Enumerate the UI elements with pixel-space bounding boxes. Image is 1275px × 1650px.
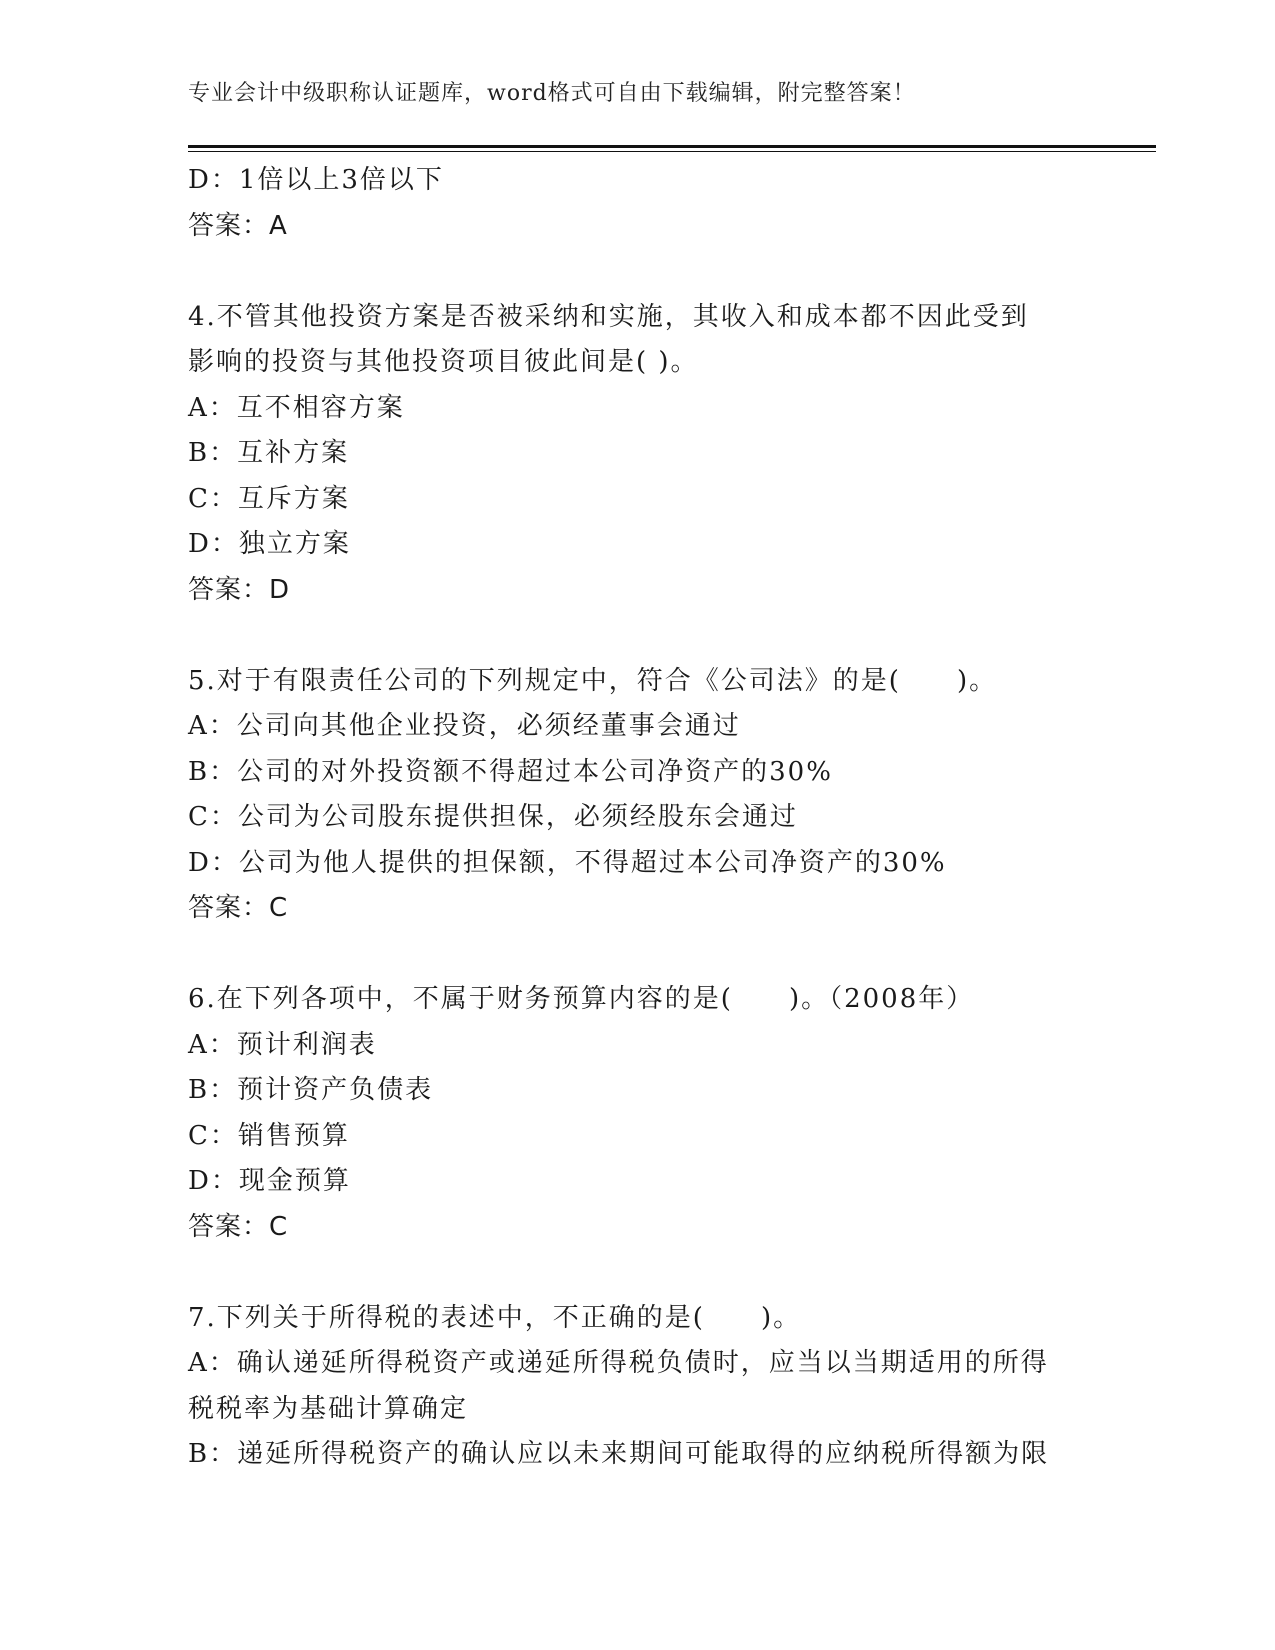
option-b: B：公司的对外投资额不得超过本公司净资产的30%: [188, 756, 833, 787]
question-text: 6.在下列各项中，不属于财务预算内容的是( )。（2008年）: [188, 984, 975, 1014]
answer: 答案：D: [188, 574, 291, 605]
option-a: A：互不相容方案: [188, 392, 405, 423]
page-header: 专业会计中级职称认证题库，word格式可自由下载编辑，附完整答案！: [188, 81, 916, 106]
option-c: C：销售预算: [188, 1120, 350, 1151]
header-rule-thin: [188, 151, 1156, 152]
header-rule-thick: [188, 145, 1156, 148]
question-text: 影响的投资与其他投资项目彼此间是( )。: [188, 347, 699, 377]
option-c: C：互斥方案: [188, 483, 350, 514]
answer: 答案：C: [188, 1211, 289, 1242]
question-block-4: [188, 295, 1088, 614]
option-b: B：递延所得税资产的确认应以未来期间可能取得的应纳税所得额为限: [188, 1439, 1050, 1469]
answer: 答案：A: [188, 210, 288, 241]
option-d: D：现金预算: [188, 1166, 351, 1196]
question-list: [188, 158, 1088, 1478]
question-text: 5.对于有限责任公司的下列规定中，符合《公司法》的是( )。: [188, 665, 998, 696]
option-b: B：互补方案: [188, 438, 350, 468]
option-d: D：公司为他人提供的担保额，不得超过本公司净资产的30%: [188, 847, 947, 878]
question-block-5: [188, 659, 1088, 932]
spacer: [188, 1250, 1088, 1296]
option-d: D：1倍以上3倍以下: [188, 165, 444, 195]
question-block-6: [188, 977, 1088, 1250]
option-a: A：公司向其他企业投资，必须经董事会通过: [188, 711, 741, 741]
spacer: [188, 249, 1088, 295]
spacer: [188, 613, 1088, 659]
option-b: B：预计资产负债表: [188, 1075, 434, 1105]
question-block-3: [188, 158, 1088, 249]
question-text: 4.不管其他投资方案是否被采纳和实施，其收入和成本都不因此受到: [188, 301, 1029, 332]
option-a: A：确认递延所得税资产或递延所得税负债时，应当以当期适用的所得: [188, 1348, 1049, 1378]
spacer: [188, 932, 1088, 978]
option-a: A：预计利润表: [188, 1029, 377, 1060]
question-text: 7.下列关于所得税的表述中，不正确的是( )。: [188, 1302, 802, 1333]
question-block-7: [188, 1296, 1088, 1478]
option-a-continued: 税税率为基础计算确定: [188, 1393, 469, 1424]
option-c: C：公司为公司股东提供担保，必须经股东会通过: [188, 802, 798, 832]
option-d: D：独立方案: [188, 529, 351, 559]
answer: 答案：C: [188, 893, 289, 923]
